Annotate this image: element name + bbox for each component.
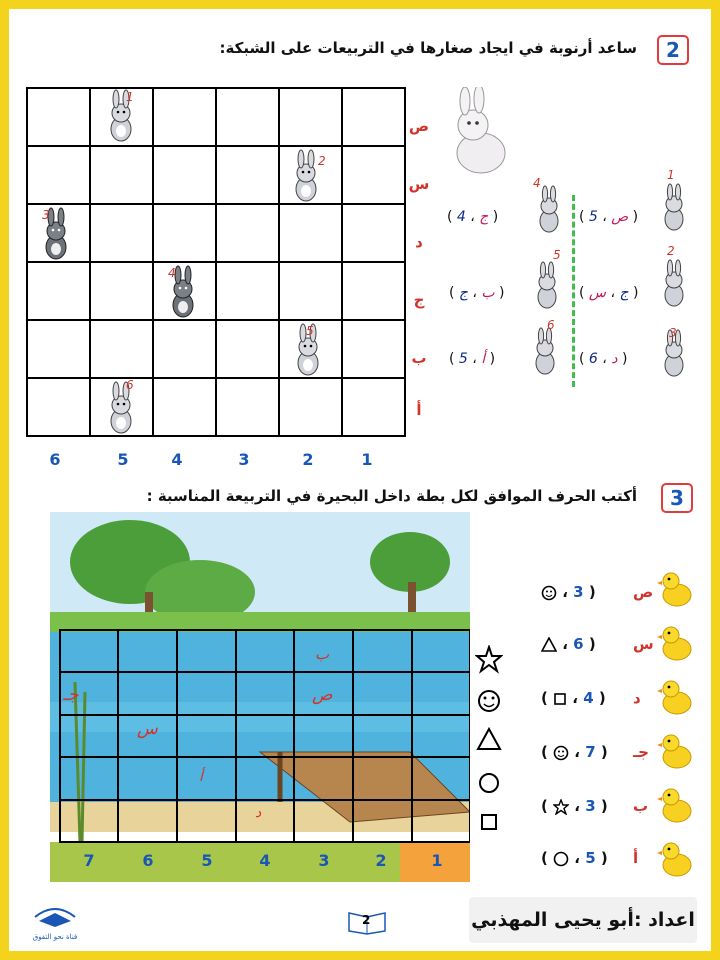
- question-3-instruction: أكتب الحرف الموافق لكل بطة داخل البحيرة في التربيعة المناسبة :: [146, 487, 637, 505]
- duck-row: ( ، 3 ) ب: [541, 797, 649, 815]
- column-label: 6: [49, 450, 61, 469]
- column-label: 3: [238, 450, 250, 469]
- answer-pair-right: ( ج ، س ): [579, 285, 639, 301]
- rabbit-mark: 2: [667, 244, 675, 258]
- rabbit-icon: [296, 150, 316, 201]
- logo-text: قناة نحو التفوق: [32, 933, 78, 941]
- lake-column-label: 3: [318, 851, 330, 870]
- square-icon: [553, 692, 567, 706]
- answer-pair-left: ( 4 ، ج ): [447, 209, 499, 225]
- row-label: د: [415, 233, 423, 251]
- duck-icon: [657, 573, 691, 606]
- circle-icon: [553, 851, 569, 867]
- row-label: أ: [416, 401, 422, 419]
- lake-letter: أ: [199, 769, 203, 785]
- triangle-icon: [478, 729, 500, 749]
- duck-row: ، 6 ) س: [541, 627, 701, 663]
- rabbit-mark: 1: [126, 90, 134, 104]
- duck-row: ( ، 4 ) د: [541, 689, 641, 707]
- star-icon: [553, 799, 569, 815]
- row-label: ب: [411, 349, 427, 367]
- answer-rabbits: [519, 169, 699, 399]
- duck-letter: ب: [633, 797, 649, 815]
- column-label: 2: [302, 450, 314, 469]
- book-logo-icon: [31, 895, 79, 929]
- rabbit-mark: 5: [306, 324, 314, 338]
- lake-column-label: 6: [142, 851, 154, 870]
- lake-column-label: 5: [201, 851, 213, 870]
- smiley-icon: [541, 585, 557, 601]
- lake-letter: د: [255, 805, 262, 821]
- row-label: ص: [408, 117, 430, 135]
- duck-icon: [657, 681, 691, 714]
- duck-row: ، 3 ) ص: [541, 575, 701, 611]
- duck-icon: [657, 627, 691, 660]
- lake-column-labels: [60, 851, 470, 875]
- row-label: س: [408, 175, 430, 193]
- question-number-3: 3: [661, 483, 693, 513]
- duck-letter: د: [633, 689, 641, 707]
- duck-letter: ص: [633, 583, 654, 601]
- mother-rabbit-image: [439, 87, 519, 179]
- answer-pair-right: ( 5 ، ص ): [579, 209, 639, 225]
- duck-pictures: [657, 569, 697, 895]
- rabbit-mark: 3: [42, 208, 50, 222]
- duck-icon: [657, 789, 691, 822]
- column-label: 1: [361, 450, 373, 469]
- column-label: 5: [117, 450, 129, 469]
- duck-letter: جـ: [633, 743, 649, 761]
- question-number-2: 2: [657, 35, 689, 65]
- rabbit-mark: 6: [126, 378, 134, 392]
- column-label: 4: [171, 450, 183, 469]
- grid-rabbits: [26, 87, 406, 437]
- rabbit-mark: 4: [533, 176, 541, 190]
- lake-letter: جـ: [63, 685, 79, 705]
- smiley-icon: [479, 691, 499, 711]
- author-credit: اعداد :أبو يحيى المهذبي: [471, 909, 695, 931]
- duck-letter: أ: [633, 849, 639, 867]
- question-2-instruction: ساعد أرنوبة في ايجاد صغارها في التربيعات على الشبكة:: [219, 39, 637, 57]
- lake-letter: ب: [315, 645, 330, 663]
- duck-letter: س: [633, 635, 654, 653]
- lake-column-label: 4: [259, 851, 271, 870]
- lake-scene: [50, 512, 470, 882]
- star-icon: [477, 647, 501, 671]
- lake-row-symbols: [475, 645, 503, 835]
- square-icon: [482, 815, 496, 829]
- duck-icon: [657, 735, 691, 768]
- answer-pair-left: ( ب ، ج ): [449, 285, 505, 301]
- answer-pair-left: ( أ ، 5 ): [449, 351, 496, 367]
- lake-column-label: 7: [83, 851, 95, 870]
- rabbit-mark: 4: [168, 266, 176, 280]
- lake-letter: س: [137, 719, 158, 739]
- duck-icon: [657, 843, 691, 876]
- lake-letter: ص: [312, 685, 333, 705]
- row-label: ج: [413, 291, 425, 309]
- footer-logo: [31, 895, 79, 945]
- rabbit-mark: 5: [553, 248, 561, 262]
- answer-pair-right: ( 6 ، د ): [579, 351, 628, 367]
- rabbit-mark: 3: [669, 326, 677, 340]
- lake-column-label: 1: [431, 851, 443, 870]
- author-box: [469, 897, 697, 943]
- rabbit-mark: 1: [667, 169, 675, 182]
- lake-column-label: 2: [375, 851, 387, 870]
- page-number: 2: [347, 907, 387, 935]
- rabbit-mark: 6: [547, 318, 555, 332]
- smiley-icon: [553, 745, 569, 761]
- triangle-icon: [541, 637, 557, 653]
- duck-row: ( ، 7 ) جـ: [541, 743, 649, 761]
- rabbit-mark: 2: [318, 154, 326, 168]
- rabbit-icon: [173, 266, 193, 317]
- duck-row: ( ، 5 ) أ: [541, 849, 639, 867]
- circle-icon: [480, 774, 498, 792]
